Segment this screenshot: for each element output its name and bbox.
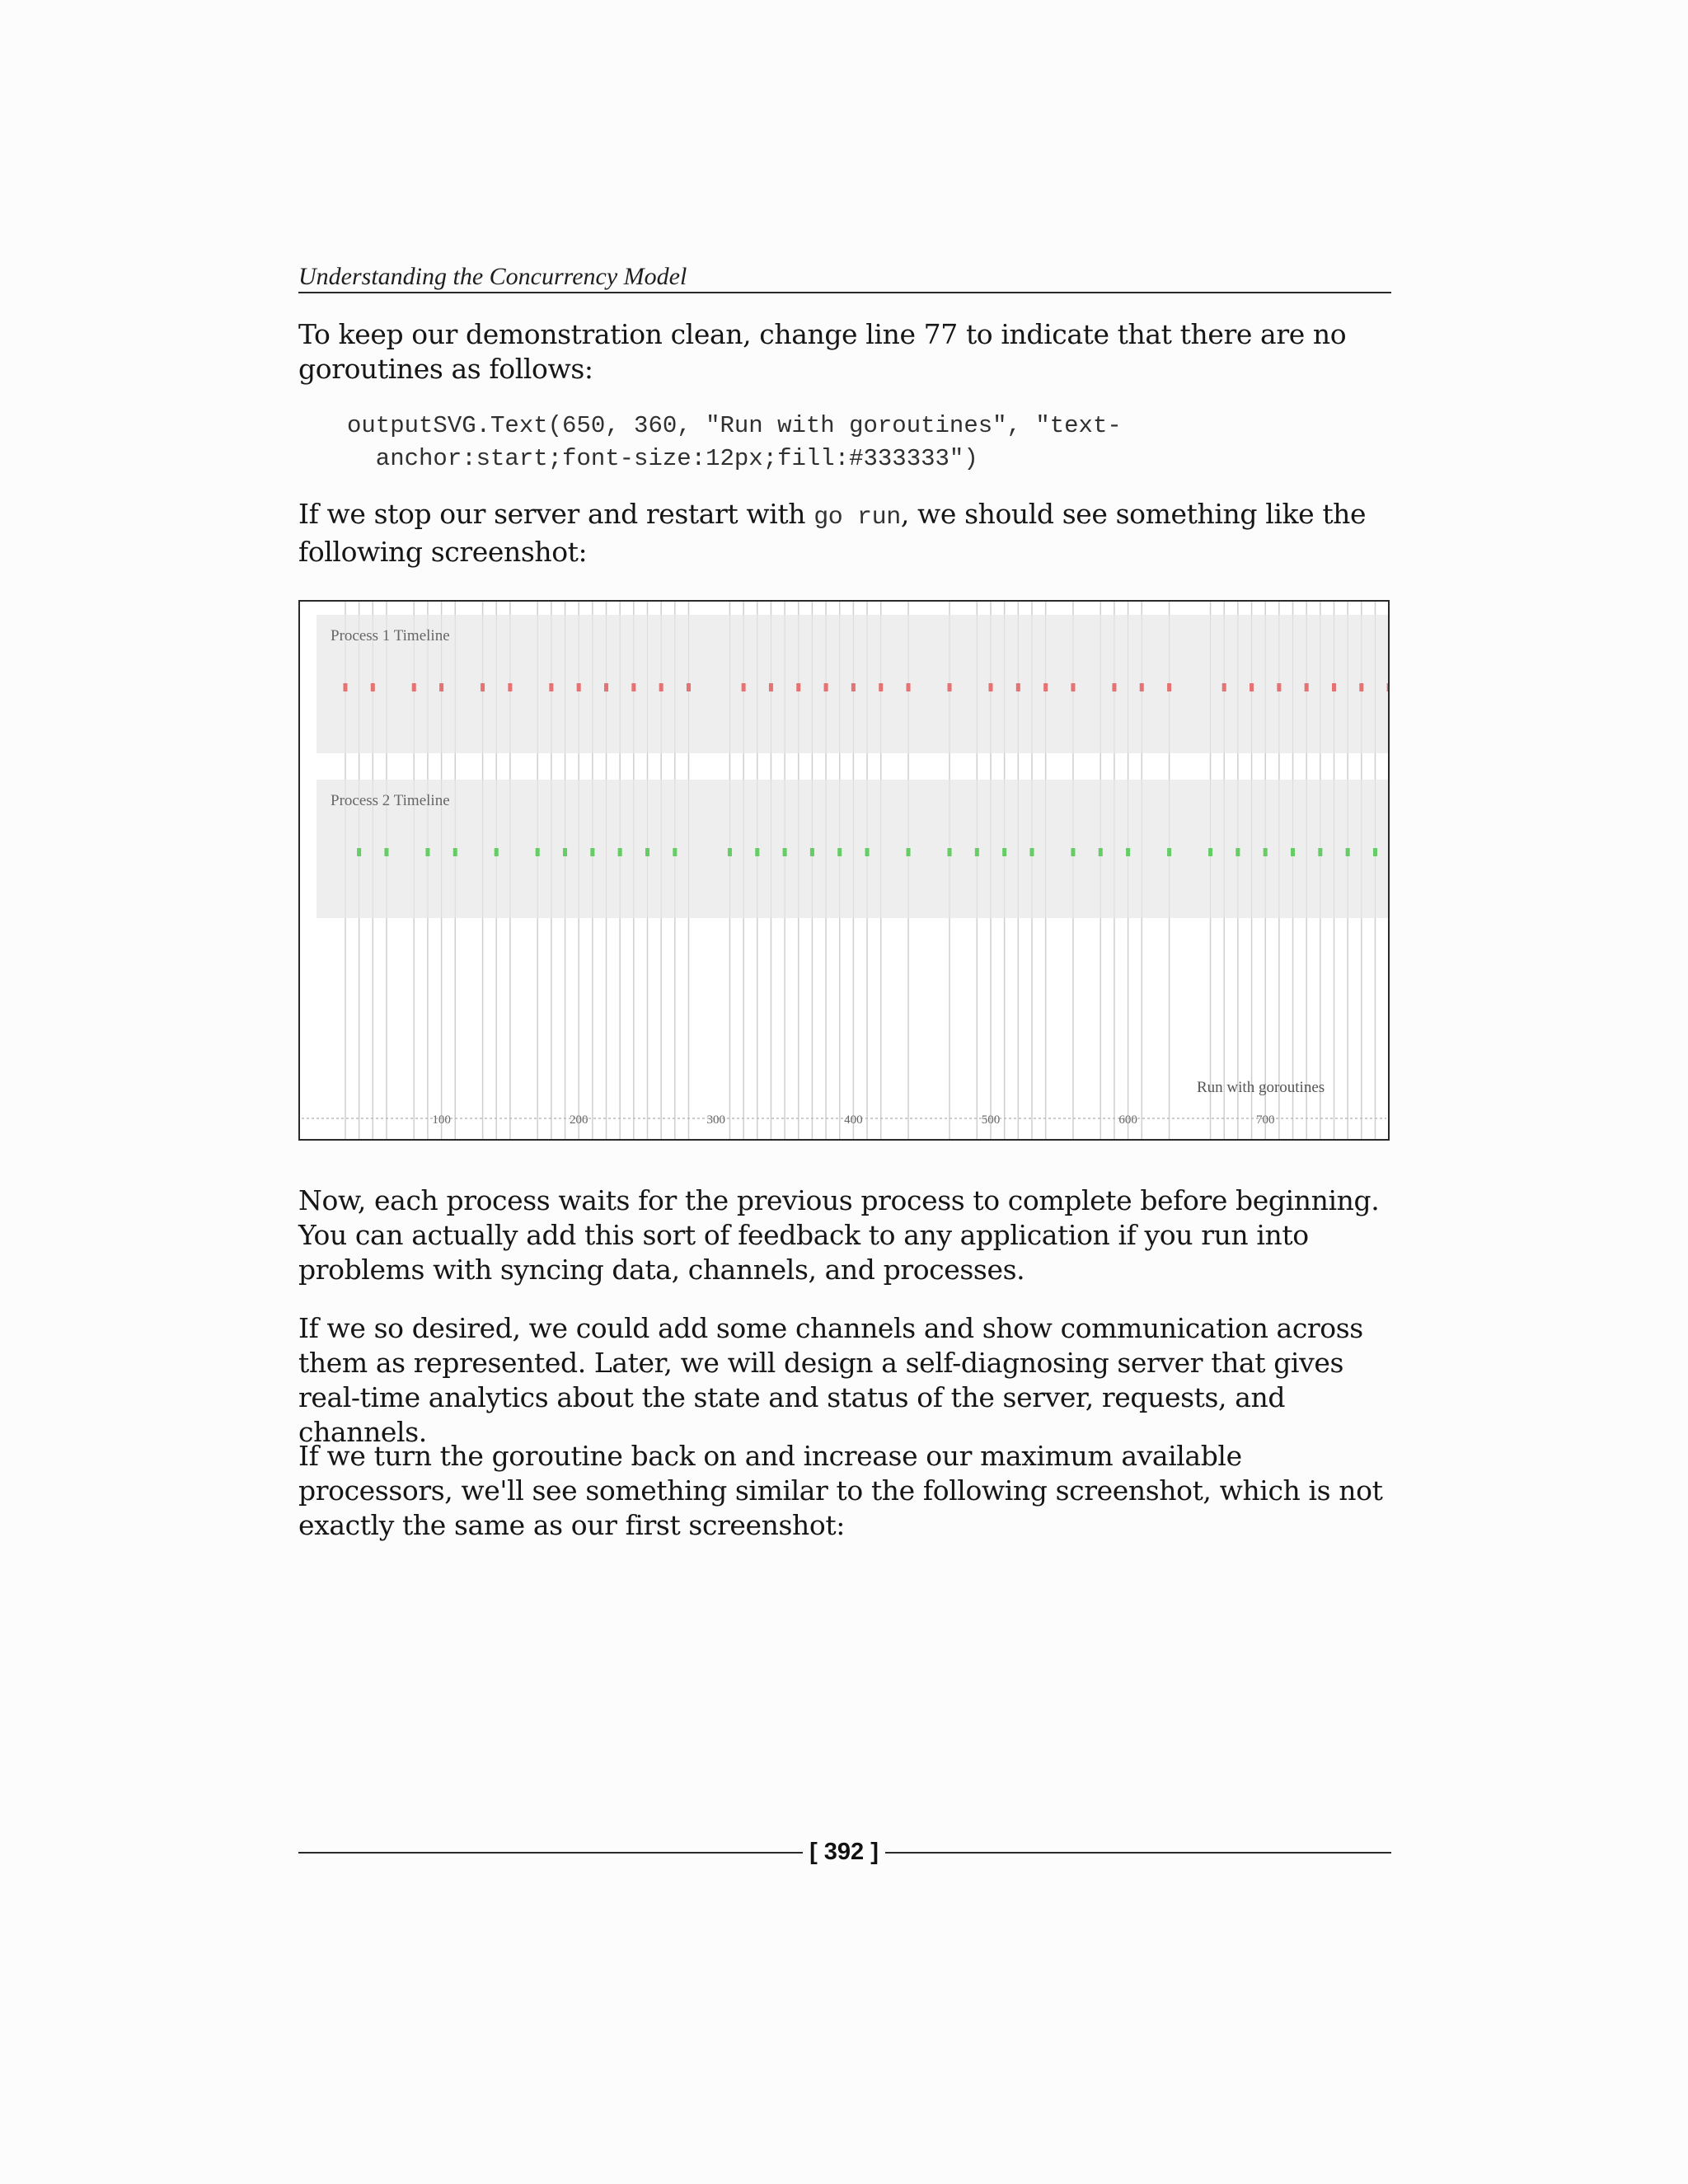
process-1-event [1071, 683, 1075, 691]
x-tick-label: 300 [706, 1113, 726, 1127]
process-2-event [590, 848, 594, 856]
process-1-event [508, 683, 512, 691]
process-2-event [1071, 848, 1075, 856]
process-2-event [810, 848, 814, 856]
x-tick-label: 400 [844, 1113, 863, 1127]
process-1-event [948, 683, 952, 691]
x-axis-ticks [432, 1113, 1274, 1127]
x-tick-label: 500 [981, 1113, 1001, 1127]
footer-rule-right [885, 1852, 1391, 1854]
paragraph-restart-text-1: If we stop our server and restart with [298, 498, 814, 530]
process-1-event [1332, 683, 1336, 691]
page-number: [ 392 ] [809, 1839, 879, 1865]
process-2-event [1099, 848, 1103, 856]
process-2-event [975, 848, 979, 856]
process-2-event [1236, 848, 1240, 856]
process-2-event [1002, 848, 1006, 856]
process-1-event [1359, 683, 1363, 691]
process-2-event [453, 848, 457, 856]
process-2-label: Process 2 Timeline [331, 792, 450, 809]
process-2-event [1291, 848, 1295, 856]
code-line-2: anchor:start;font-size:12px;fill:#333333") [347, 445, 978, 472]
process-1-event [1250, 683, 1254, 691]
x-tick-label: 700 [1255, 1113, 1275, 1127]
process-1-event [796, 683, 800, 691]
process-2-event [907, 848, 911, 856]
process-1-event [439, 683, 443, 691]
running-header: Understanding the Concurrency Model [298, 263, 687, 290]
x-tick-label: 200 [569, 1113, 588, 1127]
process-1-event [1277, 683, 1281, 691]
process-1-event [604, 683, 608, 691]
timeline-screenshot [298, 600, 1390, 1141]
process-2-event [618, 848, 622, 856]
x-tick-label: 100 [432, 1113, 451, 1127]
process-2-event [1318, 848, 1322, 856]
process-2-event [673, 848, 677, 856]
process-2-event [1346, 848, 1350, 856]
paragraph-goroutine-back-on: If we turn the goroutine back on and increase our maximum available processors, we'll see something similar to the following screenshot, which is not exactly the same as our first screenshot: [298, 1440, 1383, 1541]
process-1-event [1167, 683, 1171, 691]
process-1-event [1016, 683, 1020, 691]
footer-rule-left [298, 1852, 803, 1854]
process-1-event [879, 683, 883, 691]
process-1-event [659, 683, 663, 691]
process-2-event [1373, 848, 1377, 856]
paragraph-restart [298, 497, 1403, 569]
process-2-event [495, 848, 499, 856]
process-2-event [755, 848, 759, 856]
process-1-event [412, 683, 416, 691]
process-1-event [989, 683, 993, 691]
process-1-event [1140, 683, 1144, 691]
process-1-event [1112, 683, 1116, 691]
process-2-event [563, 848, 567, 856]
paragraph-process-waits: Now, each process waits for the previous process to complete before beginning. You can actually add this sort of feedback to any application if you run into problems with syncing data, channels, and processes. [298, 1184, 1380, 1286]
process-2-event [783, 848, 787, 856]
process-2-event [1167, 848, 1171, 856]
process-1-event [742, 683, 746, 691]
process-1-event [371, 683, 375, 691]
paragraph-restart-text-2: , we should see something like the following screenshot: [298, 498, 1367, 568]
process-1-event [1387, 683, 1388, 691]
process-1-event [824, 683, 828, 691]
paragraph-channels: If we so desired, we could add some channels and show communication across them as represented. Later, we will design a self-diagnosing server that gives real-time analytics about the state and status of the server, requests, and channels. [298, 1312, 1363, 1448]
process-1-event [769, 683, 773, 691]
process-1-event [907, 683, 911, 691]
annotation-run-with-goroutines: Run with goroutines [1197, 1079, 1325, 1096]
process-1-label: Process 1 Timeline [331, 627, 450, 644]
process-2-event [645, 848, 649, 856]
process-2-event [865, 848, 870, 856]
process-2-event [1126, 848, 1130, 856]
process-2-event [1029, 848, 1034, 856]
process-1-event [481, 683, 485, 691]
process-2-event [384, 848, 388, 856]
process-2-band [316, 780, 1388, 918]
process-2-event [1208, 848, 1212, 856]
header-rule [298, 292, 1391, 293]
process-2-event [728, 848, 732, 856]
paragraph-intro: To keep our demonstration clean, change line 77 to indicate that there are no goroutines as follows: [298, 318, 1347, 385]
process-1-event [631, 683, 635, 691]
process-1-event [549, 683, 553, 691]
inline-code-go-run: go run [814, 504, 901, 532]
process-1-event [1222, 683, 1226, 691]
process-1-event [687, 683, 691, 691]
process-1-event [1043, 683, 1048, 691]
process-2-event [948, 848, 952, 856]
process-2-event [425, 848, 429, 856]
process-1-event [577, 683, 581, 691]
process-2-event [837, 848, 842, 856]
code-line-1: outputSVG.Text(650, 360, "Run with goroutines", "text- [347, 412, 1122, 439]
process-2-event [536, 848, 540, 856]
x-tick-label: 600 [1118, 1113, 1137, 1127]
process-1-event [851, 683, 856, 691]
timeline-chart [300, 602, 1388, 1139]
process-1-event [1305, 683, 1309, 691]
process-1-event [343, 683, 347, 691]
process-2-event [1264, 848, 1268, 856]
process-2-event [357, 848, 361, 856]
